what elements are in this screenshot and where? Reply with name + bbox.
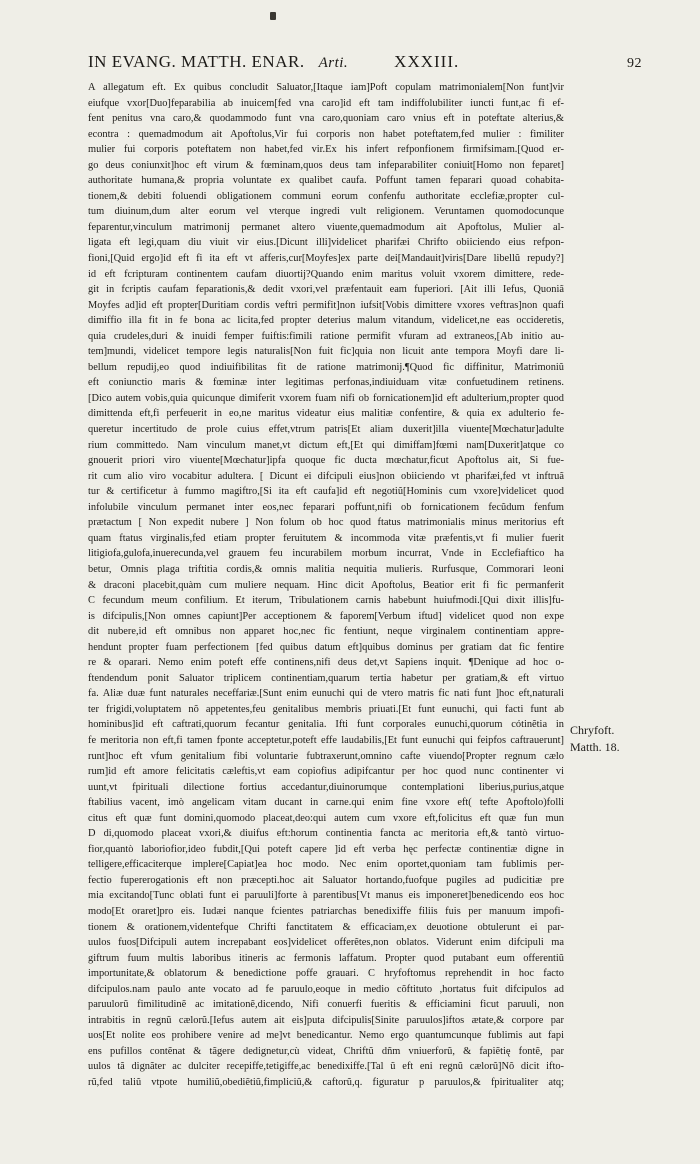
text-line: litigiofa,gulofa,inuerecunda,vel grauem feu incurabilem morbum incurrat, Vnde in Ecclefiaftico ha: [88, 548, 564, 560]
text-line: tem]mundi, videlicet tempore legis naturalis[Non fuit fic]quia non licuit ante tempora Moyfi dare li-: [88, 346, 564, 358]
text-line: hominibus]id eft caftrati,quorum fecantur genitalia. Ifti funt corporales eunuchi,quorum cótinẽtia in: [88, 719, 564, 731]
text-line: citus eft quæ funt domini,quomodo placeat,deo:qui autem cum vxore eft,folicitus eft quæ fun mun: [88, 812, 564, 824]
text-line: paruulorũ fimilitudinẽ ac imitationẽ,dicendo, Nifi conuerfi fueritis & efficiamini ficut paruuli, non: [88, 999, 564, 1011]
text-line: ligata eft legi,quam diu viuit vir eius.[Dicunt illi]videlicet pharifæi Chrifto obiiciendo eius refpon-: [88, 237, 564, 249]
text-line: ter frigidi,voluptatem nõ appetentes,feu genitalibus membris priuati.[Et funt eunuchi, qui facti funt ab: [88, 703, 564, 715]
text-line: dit nubere,id eft omnibus non apparet hoc,nec fic fentiunt, neque virginalem continentiam appre-: [88, 626, 564, 638]
text-line: A allegatum eft. Ex quibus concludit Saluator,[Itaque iam]Poft copulam matrimonialem[Non funt]vir: [88, 82, 564, 93]
text-line: mia excitando[Tunc oblati funt ei paruuli]forte à parentibus[Vt manus eis imponeret]benedicendo eos hoc: [88, 890, 564, 902]
text-line: uos[Et nolite eos prohibere venire ad me]vt benedicantur. Nemo ergo quantumcunque fublimis aut fapi: [88, 1030, 564, 1042]
text-line: hendunt propter fuam perfectionem [fed quibus datum eft]quibus dominus per gratiam dat fic fentire: [88, 641, 564, 653]
text-line: git in fcriptis caufam feparationis,& dedit vxori,vel præfentauit eam fuperiori. [Ait illi Iefus, Quoniã: [88, 284, 564, 296]
text-line: dimittenda eft,fi perfeuerit in eo,ne maritus videatur eius malitiæ confentire, & quia ex adulterio fe-: [88, 408, 564, 420]
text-line: dimiffio illa fit in fe bona ac licita,fed propter deterius malum vitandum, videlicet,ne eas occideretis,: [88, 315, 564, 327]
text-line: re & oparari. Nemo enim poteft effe continens,nifi deus det,vt Sapiens inquit. ¶Denique ad hoc o-: [88, 657, 564, 669]
text-line: id eft fcripturam continentem caufam diuortij?Quando enim maritus voluit vxorem dimittere, rede-: [88, 268, 564, 280]
text-line: queretur incertitudo de prole cuius effet,vtrum patris[Et aliam duxerit]illa viuente[Mœchatur]adulte: [88, 424, 564, 436]
text-line: uulos fuos[Difcipuli autem increpabant eos]videlicet offerẽtes,non oblatos. Viderunt enim difcipuli ma: [88, 937, 564, 949]
text-line: uulos tã dignãter ac dulciter recepiffe,tetigiffe,ac benedixiffe.[Tal ũ eft eni regnũ cælorũ]Nõ dicit ifto-: [88, 1061, 564, 1073]
text-line: intrabitis in regnũ cælorũ.[Iefus autem ait eis]puta difcipulis[Sinite paruulos]iftos ætate,& corpore par: [88, 1014, 564, 1026]
text-line: telligere,efficaciterque implere[Capiat]ea hoc modo. Nec enim oportet,quoniam tam fublimis per-: [88, 859, 564, 871]
text-line: difcipulos.nam paulo ante vocato ad fe paruulo,eoque in medio cõftituto ,hortatus fuit difcipulos ad: [88, 983, 564, 995]
running-title: IN EVANG. MATTH. ENAR.: [88, 52, 305, 71]
margin-note: [570, 722, 666, 756]
main-text-column: [88, 80, 564, 1120]
text-line: eiufque vxor[Duo]feparabilia ab inuicem[fed vna caro]id eft tam indiffolubiliter iuncti funt,ac fi ef-: [88, 97, 564, 109]
text-line: tum diuinum,dum alter eorum vel vterque ingredi vult religionem. Veruntamen quomodocunque: [88, 206, 564, 218]
text-line: bellum repudij,eo quod indiuifibilitas fit de ratione matrimonij.¶Quod fic diffinitur, Matrimoniũ: [88, 361, 564, 373]
text-line: tur & certificetur à fummo magiftro,[Si ita eft caufa]id eft negotiũ[Hominis cum vxore]videlicet quod: [88, 486, 564, 498]
running-head: [88, 52, 672, 80]
text-line: fioni,[Quid ergo]id eft fi ita eft vt afferis,cur[Moyfes]ex parte dei[Mandauit]viris[Dare libellũ repudy?]: [88, 253, 564, 265]
text-line: tionem,& debiti foluendi obligationem communi eorum confenfu authoritate ecclefiæ,propter cul-: [88, 190, 564, 202]
printer-mark: [270, 12, 276, 20]
text-line: prætactum [ Non expedit nubere ] Non folum ob hoc quod ftatus matrimonialis minus meritorius eft: [88, 517, 564, 529]
text-line: uunt,vt fpirituali dilectione fortius accedantur,diuinorumque contemplationi liberius,purius,atque: [88, 781, 564, 793]
text-line: eft coniunctio maris & fœminæ inter legitimas perfonas,indiuiduam vitæ confuetudinem retinens.: [88, 377, 564, 389]
text-line: rit cum alio viro vocabitur adultera. [ Dicunt ei difcipuli eius]non obiiciendo vt pharifæi,fed vt inftruã: [88, 470, 564, 482]
text-line: econtra : quemadmodum ait Apoftolus,Vir fui corporis non habet poteftatem,fed mulier : fimiliter: [88, 128, 564, 140]
text-line: feparentur,vinculum matrimonij permanet altero viuente,quemadmodum ait Apoftolus, Mulier al-: [88, 221, 564, 233]
text-line: mulier fui corporis poteftatem non habet,fed vir.Ex his infert refponfionem firmifsimam.[Quod er-: [88, 144, 564, 156]
text-line: fe meritoria non eft,fi tamen fponte acceptetur,poteft effe laudabilis,[Et funt eunuchi qui feipfos caftrauerunt]: [88, 734, 564, 746]
margin-note-line: Matth. 18.: [570, 740, 620, 754]
text-line: tionem & orationem,videntefque Chrifti fanctitatem & efficaciam,ex deuotione obtulerunt ei par-: [88, 921, 564, 933]
text-line: ens pufillos contẽnat & tãgere dedignetur,cù videat, Chriftũ dñm vniuerforũ, & fapiẽtię fontẽ, par: [88, 1045, 564, 1057]
text-line: ftendendum ponit Saluator triplicem continentiam,quarum tertia habetur per gratiam,& eft virtuo: [88, 672, 564, 684]
text-line: infolubile vinculum permanet inter eos,nec feparari poffunt,nifi ob fornicationem fecũdum fenfum: [88, 501, 564, 513]
text-line: ftabilius vacent, imò angelicam vitam ducant in carne.qui enim fine vxore eft( tefte Apoftolo)folli: [88, 797, 564, 809]
text-line: Moyfes ad]id eft propter[Duritiam cordis veftri permifit]non iufsit[Vobis dimittere vxores veftras]non quafi: [88, 299, 564, 311]
text-line: rium committedo. Nam vinculum manet,vt dictum eft,[Et qui dimiffam]fœmi nam[Duxerit]atque co: [88, 439, 564, 451]
text-line: D di,quomodo placeat vxori,& diuifus eft:horum continentia fancta ac meritoria eft,& tantò virtuo-: [88, 828, 564, 840]
folio-number: 92: [627, 56, 642, 71]
text-line: is difcipulis,[Non omnes capiunt]Per acceptionem & faporem[Verbum iftud] videlicet quod non expe: [88, 610, 564, 622]
text-line: importunitate,& oblatorum & benedictione poffe grauari. C hryfoftomus reprehendit in hoc facto: [88, 968, 564, 980]
text-line: fior,quantò laboriofior,ideo fubdit,[Qui poteft capere ]id eft verba hęc perfectæ continentiæ digne in: [88, 843, 564, 855]
text-line: quia crudeles,duri & inuidi femper fuiftis:fimili ratione permifit vfuram ad extraneos,[Ab initio au-: [88, 330, 564, 342]
margin-note-line: Chryfoft.: [570, 723, 615, 737]
text-line: runt]hoc eft vfum genitalium fibi voluntarie fubtraxerunt,omnino cafte viuendo[Propter regnum cælo: [88, 750, 564, 762]
text-line: fent penitus vna caro,& quodammodo funt vna caro,quoniam caro vnius eft in poteftate alterius,&: [88, 113, 564, 125]
article-label: Arti.: [318, 55, 349, 71]
text-line: C fecundum meum confilium. Et iterum, Tribulationem carnis habebunt huiufmodi.[Qui dixit illis]fu-: [88, 595, 564, 607]
text-line: [Dico autem vobis,quia quicunque dimiferit vxorem fuam nifi ob fornicationem]id eft adulterium,propter quod: [88, 392, 564, 404]
text-line: betur, Omnis plaga triftitia cordis,& omnis malitia nequitia mulieris. Rurfusque, Commorari leoni: [88, 563, 564, 575]
text-line: modo[Et oraret]pro eis. Iudæi nanque fcientes patriarchas benedixiffe filiis fuis per manuum impofi-: [88, 905, 564, 917]
text-line: rũ,fed taliũ vtpote humiliũ,obediẽtiũ,fimpliciũ,& caftorũ,q. figuratur p paruulos,& fpiritualiter atq;: [88, 1077, 564, 1088]
text-line: go deus coniunxit]hoc eft virum & fœminam,quos deus tam infeparabiliter coniuit[Homo non feparet]: [88, 159, 564, 171]
text-line: gnouerit priori viro viuente[Mœchatur]ipfa quoque fic ducta mœchatur,ficut Apoftolus ait, Si fue-: [88, 455, 564, 467]
text-line: authoritate humana,& propria voluntate ex qualibet caufa. Poffunt tamen feparari quoad cohabita-: [88, 175, 564, 187]
text-line: & draconi placebit,quàm cum muliere nequam. Hinc dicit Apoftolus, Beatior erit fi fic permanferit: [88, 579, 564, 591]
text-line: fectio fupererogationis eft non præcepti.hoc ait Saluator hortando,fuofque pugiles ad pudicitiæ pre: [88, 874, 564, 886]
text-line: giftrum fuum multis laboribus itineris ac fermonis laffatum. Propter quod putabant eum offerentiũ: [88, 952, 564, 964]
text-line: rum]id eft amore felicitatis cæleftis,vt eam copiofius adipifcantur per hoc quod nunc continenter vi: [88, 766, 564, 778]
text-line: quam ftatus virginalis,fed etiam propter feruitutem & incommoda vitæ præfentis,vt fi mulier fuerit: [88, 532, 564, 544]
text-line: fa. Aliæ duæ funt naturales neceffariæ.[Sunt enim eunuchi qui de vtero matris fic nati funt ]hoc eft,naturali: [88, 688, 564, 700]
article-number: XXXIII.: [394, 52, 460, 71]
